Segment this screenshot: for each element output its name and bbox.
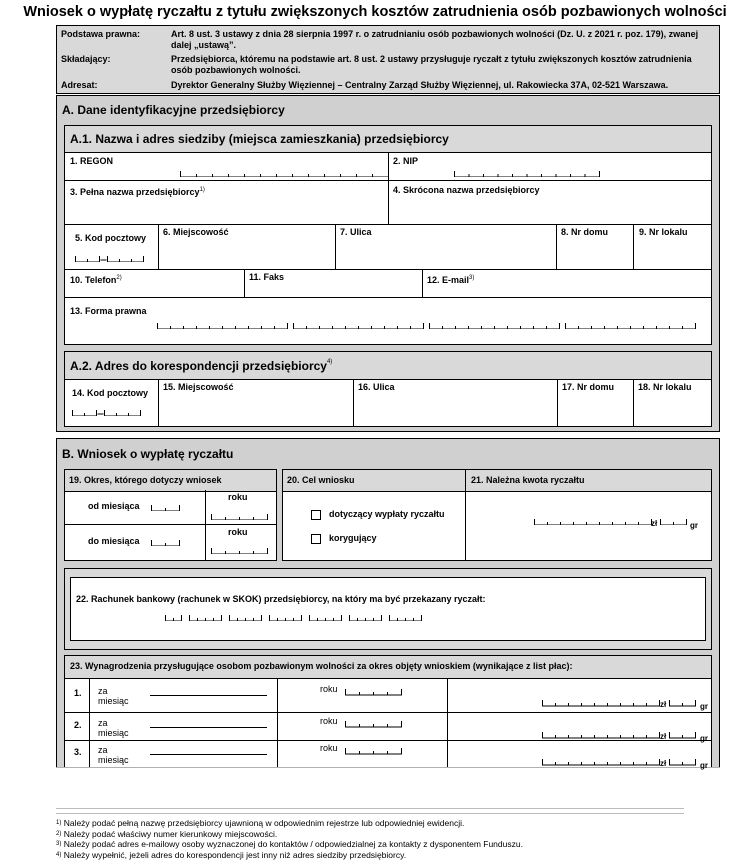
bank-account-comb: [165, 615, 625, 621]
wages-row-divider-2: [64, 740, 712, 741]
section-b-title: B. Wniosek o wypłatę ryczałtu: [62, 447, 234, 461]
wages-col-divider-3: [447, 678, 448, 768]
field-corr-street[interactable]: [353, 379, 558, 427]
checkbox-correction[interactable]: [311, 534, 321, 544]
wage-row-year-comb[interactable]: [345, 689, 405, 697]
info-label-addressee: Adresat:: [61, 80, 98, 90]
footnotes: [56, 818, 736, 860]
wage-row-amount-comb[interactable]: [542, 732, 660, 740]
wages-row-divider-1: [64, 712, 712, 713]
field-corr-city[interactable]: [158, 379, 354, 427]
wages-col-divider-1: [89, 678, 90, 768]
to-year-label: roku: [228, 527, 248, 537]
legal-info-box: [56, 25, 720, 94]
footnote-ref-2: 2): [116, 275, 122, 281]
field-corr-street-label: 16. Ulica: [358, 382, 395, 392]
info-value-legal-basis: Art. 8 ust. 3 ustawy z dnia 28 sierpnia 1997 r. o zatrudnianiu osób pozbawionych wolności (Dz. U. z 2021 r. poz. 179), zwanej dalej „ustawą”.: [171, 29, 699, 50]
field-house-number-label: 8. Nr domu: [561, 227, 609, 237]
field-legal-form[interactable]: [64, 297, 712, 345]
field-street[interactable]: [335, 224, 557, 270]
footnote-text: Należy podać pełną nazwę przedsiębiorcy ujawnioną w odpowiednim rejestrze lub odpowiedniej ewidencji.: [61, 818, 465, 828]
page-cut-line: [56, 767, 720, 768]
section-a-title: A. Dane identyfikacyjne przedsiębiorcy: [62, 103, 285, 117]
field-apartment-number[interactable]: [633, 224, 712, 270]
wages-col-divider-2: [277, 678, 278, 768]
info-label-submitter: Składający:: [61, 54, 111, 64]
wage-row-year-label: roku: [320, 716, 338, 726]
a1-header: [65, 126, 711, 154]
wage-row-number: 2.: [74, 720, 82, 730]
field-corr-city-label: 15. Miejscowość: [163, 382, 234, 392]
wage-row-gr-label: gr: [700, 734, 708, 743]
field-corr-house-number-label: 17. Nr domu: [562, 382, 615, 392]
footnote-number: 1): [56, 820, 62, 826]
wage-row-month-label: za miesiąc: [98, 745, 129, 765]
footnote-number: 3): [56, 841, 62, 847]
wage-row-month-line[interactable]: [150, 727, 267, 728]
legal-form-comb: [157, 323, 707, 329]
field-amount-header: [466, 470, 711, 492]
footnote-ref-3: 3): [469, 275, 475, 281]
field-email-label: 12. E-mail: [427, 275, 470, 285]
from-year-comb[interactable]: [211, 514, 271, 520]
wage-row-number: 3.: [74, 747, 82, 757]
a1-title: A.1. Nazwa i adres siedziby (miejsca zamieszkania) przedsiębiorcy: [70, 132, 449, 146]
field-short-name[interactable]: [388, 180, 712, 225]
footnote-item: [56, 850, 736, 861]
footnote-number: 4): [56, 851, 62, 858]
wage-row-amount-comb[interactable]: [542, 700, 660, 708]
corr-postal-code-comb: [72, 410, 152, 416]
amount-zl-label: zł: [651, 519, 658, 528]
field-corr-apartment-number[interactable]: [633, 379, 712, 427]
wage-row-month-label: za miesiąc: [98, 718, 129, 738]
wage-row-gr-comb[interactable]: [669, 759, 699, 767]
purpose-option-correction-label: korygujący: [329, 533, 377, 543]
footnote-separator: [56, 808, 684, 814]
wage-row-zl-label: zł: [660, 700, 667, 709]
field-full-name-label: 3. Pełna nazwa przedsiębiorcy: [70, 187, 200, 197]
footnote-ref-4: 4): [326, 359, 333, 365]
info-value-addressee: Dyrektor Generalny Służby Więziennej – Centralny Zarząd Służby Więziennej, ul. Rakowiecka 37A, 02-521 Warszawa.: [171, 80, 669, 90]
amount-gr-label: gr: [690, 521, 698, 530]
wage-row-month-line[interactable]: [150, 695, 267, 696]
wage-row-year-comb[interactable]: [345, 748, 405, 756]
wage-row-amount-comb[interactable]: [542, 759, 660, 767]
field-legal-form-label: 13. Forma prawna: [70, 306, 147, 316]
a2-title: A.2. Adres do korespondencji przedsiębiorcy: [70, 359, 327, 373]
field-city[interactable]: [158, 224, 336, 270]
from-month-comb[interactable]: [151, 505, 183, 511]
nip-comb: [454, 171, 604, 177]
postal-code-comb: [75, 256, 155, 262]
field-regon-label: 1. REGON: [70, 156, 114, 166]
purpose-option-payout[interactable]: [311, 509, 445, 520]
wage-row-zl-label: zł: [660, 732, 667, 741]
field-postal-code[interactable]: [64, 224, 159, 270]
field-purpose-header: [283, 470, 465, 492]
regon-comb: [180, 171, 410, 177]
to-month-comb[interactable]: [151, 540, 183, 546]
field-regon[interactable]: [64, 152, 389, 181]
field-house-number[interactable]: [556, 224, 634, 270]
purpose-option-correction[interactable]: [311, 533, 377, 544]
to-year-comb[interactable]: [211, 548, 271, 554]
field-period-label: 19. Okres, którego dotyczy wniosek: [69, 475, 222, 485]
footnote-text: Należy podać właściwy numer kierunkowy miejscowości.: [61, 828, 278, 839]
field-postal-code-label: 5. Kod pocztowy: [75, 233, 147, 243]
amount-zl-comb: [534, 519, 652, 525]
field-email[interactable]: [422, 269, 712, 298]
field-phone-label: 10. Telefon: [70, 275, 117, 285]
field-bank-account[interactable]: [70, 577, 706, 641]
wage-row-gr-label: gr: [700, 702, 708, 711]
a2-header: [65, 352, 711, 381]
field-fax-label: 11. Faks: [249, 272, 285, 282]
period-year-divider: [205, 490, 206, 561]
field-phone[interactable]: [64, 269, 245, 298]
info-label-legal-basis: Podstawa prawna:: [61, 29, 141, 39]
checkbox-payout[interactable]: [311, 510, 321, 520]
wage-row-zl-label: zł: [660, 759, 667, 768]
wage-row-number: 1.: [74, 688, 82, 698]
field-apartment-number-label: 9. Nr lokalu: [639, 227, 688, 237]
field-amount-label: 21. Należna kwota ryczałtu: [471, 475, 585, 485]
field-period-header: [65, 470, 276, 492]
field-corr-apartment-number-label: 18. Nr lokalu: [638, 382, 692, 392]
field-wages-header: [65, 656, 711, 679]
purpose-option-payout-label: dotyczący wypłaty ryczałtu: [329, 509, 445, 519]
field-short-name-label: 4. Skrócona nazwa przedsiębiorcy: [393, 185, 540, 195]
wage-row-gr-label: gr: [700, 761, 708, 770]
from-year-label: roku: [228, 492, 248, 502]
from-month-label: od miesiąca: [88, 501, 140, 511]
footnote-number: 2): [56, 830, 62, 837]
wage-row-year-label: roku: [320, 743, 338, 753]
wage-row-month-line[interactable]: [150, 754, 267, 755]
wage-row-year-comb[interactable]: [345, 721, 405, 729]
field-corr-house-number[interactable]: [557, 379, 634, 427]
form-title: Wniosek o wypłatę ryczałtu z tytułu zwiększonych kosztów zatrudnienia osób pozbawionych wolności: [23, 4, 727, 20]
footnote-item: [56, 829, 736, 840]
field-fax[interactable]: [244, 269, 423, 298]
wage-row-gr-comb[interactable]: [669, 732, 699, 740]
period-divider: [64, 524, 277, 525]
info-value-submitter: Przedsiębiorca, któremu na podstawie art. 8 ust. 2 ustawy przysługuje ryczałt z tytułu zwiększonych kosztów zatrudnienia osób pozbawionych wolności.: [171, 54, 692, 75]
field-nip[interactable]: [388, 152, 712, 181]
field-purpose-label: 20. Cel wniosku: [287, 475, 355, 485]
field-corr-postal-code[interactable]: [64, 379, 159, 427]
field-bank-account-label: 22. Rachunek bankowy (rachunek w SKOK) przedsiębiorcy, na który ma być przekazany ryczałt:: [76, 594, 486, 604]
wage-row-gr-comb[interactable]: [669, 700, 699, 708]
wage-row-month-label: za miesiąc: [98, 686, 129, 706]
footnote-ref-1: 1): [199, 187, 205, 193]
field-city-label: 6. Miejscowość: [163, 227, 229, 237]
footnote-text: Należy podać adres e-mailowy osoby wyznaczonej do kontaktów / odpowiedzialnej za kontakty z dysponentem Funduszu.: [61, 839, 523, 849]
field-nip-label: 2. NIP: [393, 156, 419, 166]
field-full-name[interactable]: [64, 180, 389, 225]
field-street-label: 7. Ulica: [340, 227, 372, 237]
amount-gr-comb: [660, 519, 690, 525]
to-month-label: do miesiąca: [88, 536, 140, 546]
field-wages-label: 23. Wynagrodzenia przysługujące osobom pozbawionym wolności za okres objęty wnioskiem (wynikające z list płac):: [70, 661, 573, 671]
footnote-item: [56, 839, 736, 850]
footnote-item: [56, 818, 736, 829]
footnote-text: Należy wypełnić, jeżeli adres do korespondencji jest inny niż adres siedziby przedsiębiorcy.: [61, 849, 407, 860]
wage-row-year-label: roku: [320, 684, 338, 694]
field-corr-postal-code-label: 14. Kod pocztowy: [72, 388, 149, 398]
